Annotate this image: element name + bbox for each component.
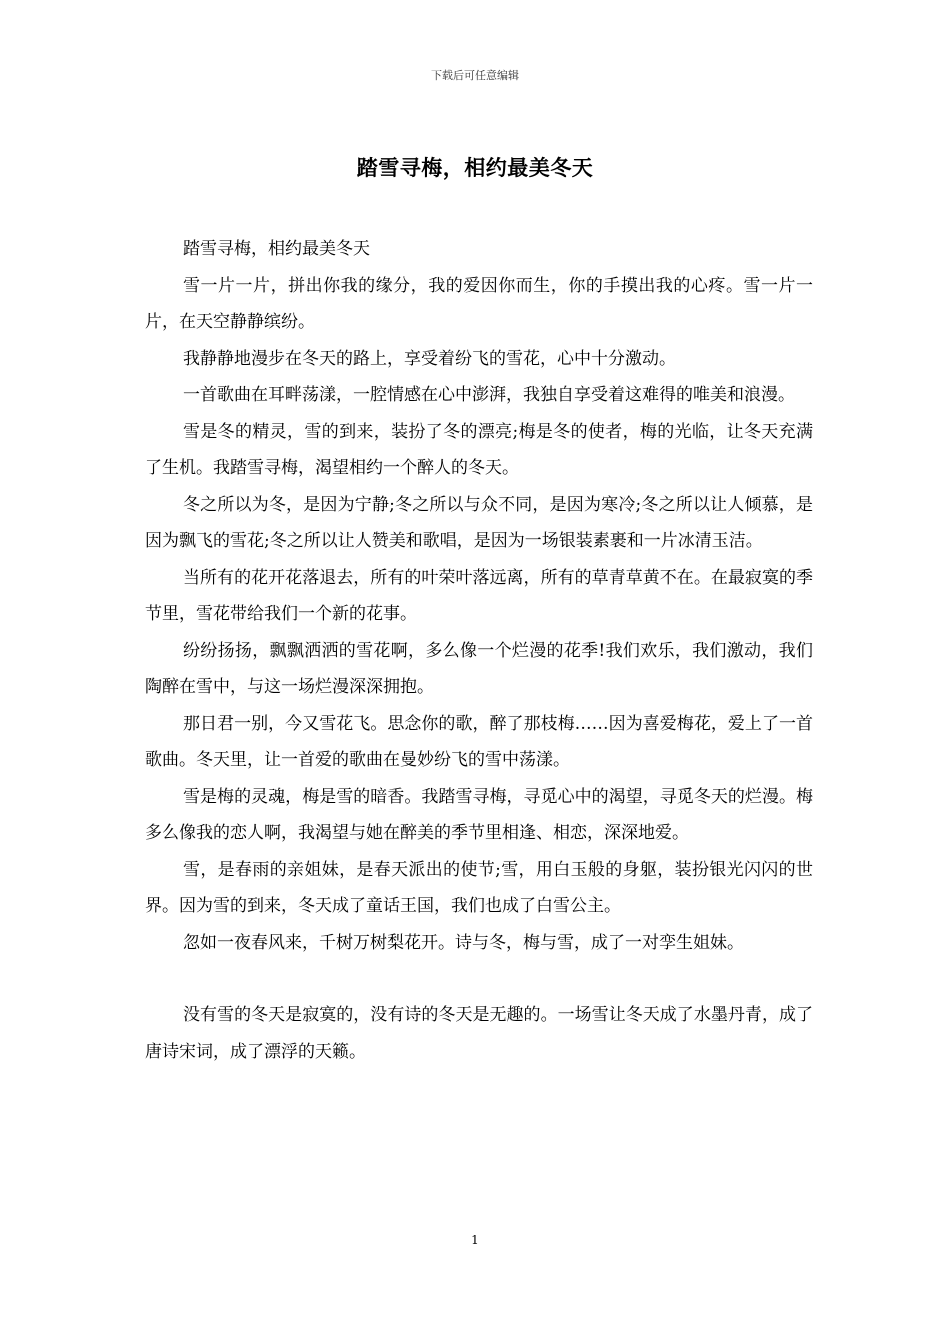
page-number: 1 <box>471 1233 479 1247</box>
paragraph: 雪一片一片，拼出你我的缘分，我的爱因你而生，你的手摸出我的心疼。雪一片一片，在天空静静缤纷。 <box>145 275 813 332</box>
header-note: 下载后可任意编辑 <box>431 69 519 82</box>
paragraph: 那日君一别，今又雪花飞。思念你的歌，醉了那枝梅……因为喜爱梅花，爱上了一首歌曲。冬天里，让一首爱的歌曲在曼妙纷飞的雪中荡漾。 <box>145 713 813 770</box>
paragraph: 纷纷扬扬，飘飘洒洒的雪花啊，多么像一个烂漫的花季!我们欢乐，我们激动，我们陶醉在雪中，与这一场烂漫深深拥抱。 <box>145 640 813 697</box>
paragraph: 冬之所以为冬，是因为宁静;冬之所以与众不同，是因为寒冷;冬之所以让人倾慕，是因为飘飞的雪花;冬之所以让人赞美和歌唱，是因为一场银装素裹和一片冰清玉洁。 <box>145 494 813 551</box>
paragraph: 没有雪的冬天是寂寞的，没有诗的冬天是无趣的。一场雪让冬天成了水墨丹青，成了唐诗宋词，成了漂浮的天籁。 <box>145 1005 813 1062</box>
paragraph: 踏雪寻梅，相约最美冬天 <box>183 239 370 259</box>
document-body <box>145 231 813 1070</box>
paragraph: 忽如一夜春风来，千树万树梨花开。诗与冬，梅与雪，成了一对孪生姐妹。 <box>183 932 744 953</box>
paragraph: 雪是梅的灵魂，梅是雪的暗香。我踏雪寻梅，寻觅心中的渴望，寻觅冬天的烂漫。梅多么像我的恋人啊，我渴望与她在醉美的季节里相逢、相恋，深深地爱。 <box>145 786 813 843</box>
paragraph: 一首歌曲在耳畔荡漾，一腔情感在心中澎湃，我独自享受着这难得的唯美和浪漫。 <box>183 385 795 405</box>
paragraph: 当所有的花开花落退去，所有的叶荣叶落远离，所有的草青草黄不在。在最寂寞的季节里，雪花带给我们一个新的花事。 <box>145 567 813 624</box>
paragraph: 我静静地漫步在冬天的路上，享受着纷飞的雪花，心中十分激动。 <box>183 348 676 369</box>
paragraph: 雪，是春雨的亲姐妹，是春天派出的使节;雪，用白玉般的身躯，装扮银光闪闪的世界。因为雪的到来，冬天成了童话王国，我们也成了白雪公主。 <box>145 859 813 916</box>
document-title: 踏雪寻梅，相约最美冬天 <box>356 155 594 180</box>
paragraph: 雪是冬的精灵，雪的到来，装扮了冬的漂亮;梅是冬的使者，梅的光临，让冬天充满了生机。我踏雪寻梅，渴望相约一个醉人的冬天。 <box>145 421 813 478</box>
